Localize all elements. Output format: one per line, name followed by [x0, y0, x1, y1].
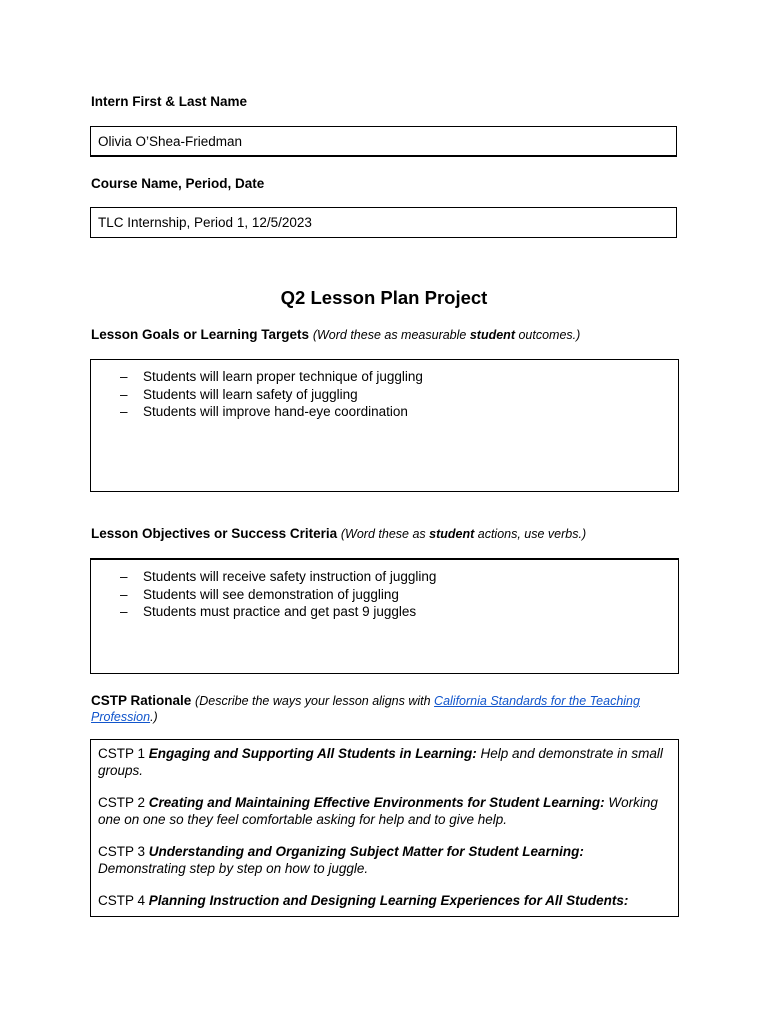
list-item	[91, 586, 678, 604]
cstp-rationale-lead: CSTP Rationale	[91, 693, 192, 708]
cstp-rationale-label	[91, 693, 661, 725]
lesson-goals-hint-emph: student	[469, 328, 515, 342]
cstp-heading: Engaging and Supporting All Students in Learning:	[148, 746, 477, 761]
lesson-objectives-hint	[341, 527, 586, 541]
cstp-heading: Understanding and Organizing Subject Matter for Student Learning:	[148, 844, 584, 859]
cstp-item	[98, 795, 671, 828]
cstp-rationale-hint-prefix: (Describe the ways your lesson aligns with	[195, 694, 435, 708]
cstp-item	[98, 893, 671, 910]
dash-bullet: –	[120, 586, 128, 602]
cstp-text: Demonstrating step by step on how to juggle.	[98, 860, 369, 876]
cstp-item	[98, 746, 671, 779]
cstp-number: CSTP 4	[98, 893, 146, 908]
cstp-number: CSTP 2	[98, 795, 146, 810]
cstp-item	[98, 844, 671, 877]
list-item-text: Students will learn safety of juggling	[143, 386, 358, 402]
intern-name-value: Olivia O’Shea-Friedman	[98, 133, 243, 149]
list-item-text: Students will see demonstration of juggling	[143, 586, 399, 602]
list-item	[91, 403, 678, 421]
list-item	[91, 386, 678, 404]
lesson-objectives-list	[91, 560, 678, 621]
lesson-goals-label	[91, 327, 580, 343]
lesson-goals-lead: Lesson Goals or Learning Targets	[91, 327, 310, 342]
lesson-goals-hint	[313, 328, 580, 342]
list-item	[91, 603, 678, 621]
cstp-rationale-hint-suffix: .)	[150, 710, 158, 724]
cstp-text: Help and demonstrate in small groups.	[98, 746, 663, 778]
dash-bullet: –	[120, 386, 128, 402]
page-title: Q2 Lesson Plan Project	[280, 287, 488, 308]
lesson-objectives-hint-suffix: actions, use verbs.)	[474, 527, 587, 541]
lesson-objectives-label	[91, 526, 586, 542]
cstp-heading: Creating and Maintaining Effective Environments for Student Learning:	[148, 795, 605, 810]
cstp-text: Working one on one so they feel comfortable asking for help and to give help.	[98, 795, 658, 827]
lesson-objectives-lead: Lesson Objectives or Success Criteria	[91, 526, 338, 541]
course-field[interactable]	[90, 207, 677, 238]
lesson-goals-box[interactable]	[90, 359, 679, 492]
lesson-objectives-box[interactable]	[90, 558, 679, 674]
list-item-text: Students will receive safety instruction of juggling	[143, 569, 437, 584]
lesson-objectives-hint-prefix: (Word these as	[340, 527, 430, 541]
dash-bullet: –	[120, 369, 128, 384]
cstp-number: CSTP 3	[98, 844, 146, 859]
list-item-text: Students must practice and get past 9 juggles	[143, 604, 417, 619]
lesson-goals-list	[91, 360, 678, 421]
dash-bullet: –	[120, 604, 128, 619]
cstp-number: CSTP 1	[98, 746, 146, 761]
dash-bullet: –	[120, 569, 128, 584]
lesson-goals-hint-suffix: outcomes.)	[514, 328, 581, 342]
cstp-standards-link[interactable]: California Standards for the Teaching Profession	[91, 694, 640, 724]
cstp-heading: Planning Instruction and Designing Learning Experiences for All Students:	[148, 893, 629, 908]
list-item	[91, 368, 678, 386]
list-item	[91, 568, 678, 586]
lesson-objectives-hint-emph: student	[429, 527, 475, 541]
intern-name-field[interactable]	[90, 126, 677, 157]
course-label: Course Name, Period, Date	[91, 176, 265, 191]
list-item-text: Students will improve hand-eye coordination	[143, 404, 408, 419]
dash-bullet: –	[120, 404, 128, 419]
list-item-text: Students will learn proper technique of juggling	[143, 369, 423, 384]
lesson-goals-hint-prefix: (Word these as measurable	[312, 328, 470, 342]
intern-name-label: Intern First & Last Name	[91, 94, 248, 109]
course-value: TLC Internship, Period 1, 12/5/2023	[98, 215, 312, 230]
cstp-rationale-box[interactable]	[90, 739, 679, 917]
